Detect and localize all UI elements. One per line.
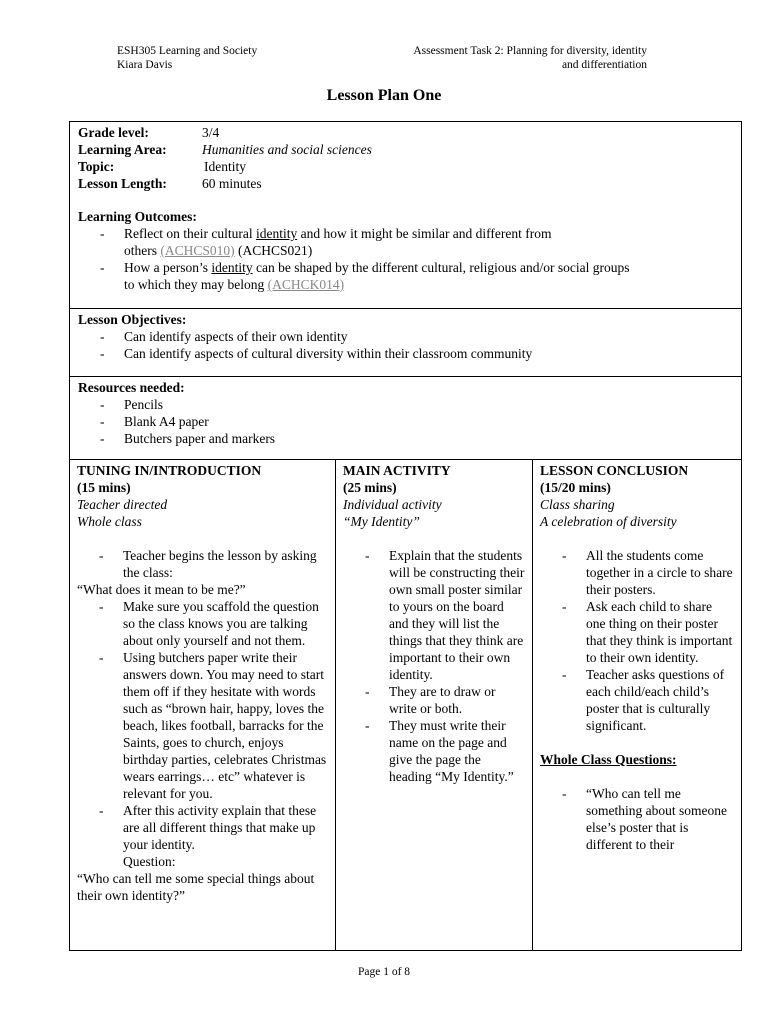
page-title: Lesson Plan One (326, 87, 442, 104)
lesson-details-box (69, 121, 742, 309)
conclusion-question: - “Who can tell me something about someone else’s poster that is different to their (540, 785, 734, 853)
main-step: - They are to draw or write or both. (343, 683, 525, 717)
conclusion-heading: LESSON CONCLUSION (540, 463, 689, 478)
whole-class-questions-heading: Whole Class Questions: (540, 752, 677, 767)
header-right (413, 44, 647, 72)
intro-step: - Make sure you scaffold the question so the class knows you are talking about only yourself and not them. (77, 598, 328, 649)
curriculum-link[interactable]: (ACHCS010) (160, 243, 235, 258)
lesson-sequence-table (69, 459, 742, 951)
author-name: Kiara Davis (117, 59, 173, 71)
conclusion-step: - Teacher asks questions of each child/each child’s poster that is culturally significant. (540, 666, 734, 734)
main-time: (25 mins) (343, 480, 397, 495)
intro-step: - Using butchers paper write their answers down. You may need to start them off if they hesitate with words such as “brown hair, happy, loves the beach, likes football, barracks for the Saints, goes to church, enjoys birthday parties, celebrates Christmas wears earrings… etc” whatever is relevant for you. (77, 649, 328, 802)
resource-item: - Pencils (78, 396, 733, 413)
task-line-1: Assessment Task 2: Planning for diversity, identity (413, 45, 647, 57)
length-value: 60 minutes (202, 176, 262, 191)
conclusion-step: - All the students come together in a circle to share their posters. (540, 547, 734, 598)
resource-item: - Butchers paper and markers (78, 430, 733, 447)
conclusion-time: (15/20 mins) (540, 480, 611, 495)
intro-step: - After this activity explain that these are all different things that make up your identity. (77, 802, 328, 853)
resource-item: - Blank A4 paper (78, 413, 733, 430)
outcome-item: - Reflect on their cultural identity and how it might be similar and different from others (ACHCS010) (ACHCS021) (78, 225, 733, 259)
length-row: Lesson Length: 60 minutes (78, 176, 262, 191)
topic-value: Identity (204, 159, 246, 174)
page-number: Page 1 of 8 (357, 966, 411, 978)
main-activity-column: MAIN ACTIVITY (25 mins) Individual activity “My Identity” - Explain that the students will be constructing their own small poster similar to yours on the board and they will list the things that they think are important to their own identity. - They are to draw or write or both. - They must write their name on the page and give the page the heading “My Identity.” (336, 460, 533, 950)
topic-row: Topic: Identity (78, 159, 246, 174)
resources-box (69, 376, 742, 460)
objectives-heading: Lesson Objectives: (78, 312, 187, 327)
conclusion-step: - Ask each child to share one thing on their poster that they think is important to their own identity. (540, 598, 734, 666)
conclusion-column: LESSON CONCLUSION (15/20 mins) Class sharing A celebration of diversity - All the students come together in a circle to share their posters. - Ask each child to share one thing on their poster that they think is important to their own identity. - Teacher asks questions of each child/each child’s poster that is culturally significant. Whole Class Questions: - “Who can tell me something about someone else’s poster that is different to their (533, 460, 741, 950)
intro-question: “Who can tell me some special things about their own identity?” (77, 871, 315, 903)
objective-item: - Can identify aspects of their own identity (78, 328, 733, 345)
main-heading: MAIN ACTIVITY (343, 463, 451, 478)
grade-value: 3/4 (202, 125, 220, 140)
main-step: - They must write their name on the page and give the page the heading “My Identity.” (343, 717, 525, 785)
objectives-box (69, 308, 742, 377)
grade-row: Grade level: 3/4 (78, 125, 220, 140)
resources-heading: Resources needed: (78, 380, 185, 395)
task-line-2: and differentiation (561, 59, 647, 71)
intro-question: “What does it mean to be me?” (77, 582, 246, 597)
objective-item: - Can identify aspects of cultural diversity within their classroom community (78, 345, 733, 362)
area-row: Learning Area: Humanities and social sciences (78, 142, 372, 157)
intro-time: (15 mins) (77, 480, 131, 495)
area-value: Humanities and social sciences (202, 142, 372, 157)
intro-column: TUNING IN/INTRODUCTION (15 mins) Teacher directed Whole class - Teacher begins the lesson by asking the class: “What does it mean to be me?” - Make sure you scaffold the question so the class knows you are talking about only yourself and not them. - Using butchers paper write their answers down. You may need to start them off if they hesitate with words such as “brown hair, happy, loves the beach, likes football, barracks for the Saints, goes to church, enjoys birthday parties, celebrates Christmas wears earrings… etc” whatever is relevant for you. - After this activity explain that these are all different things that make up your identity. Question: “Who can tell me some special things about their own identity?” (70, 460, 336, 950)
curriculum-link[interactable]: (ACHCK014) (267, 277, 345, 292)
main-step: - Explain that the students will be constructing their own small poster similar to yours on the board and they will list the things that they think are important to their own identity. (343, 547, 525, 683)
header-left (117, 44, 257, 72)
outcome-item: - How a person’s identity can be shaped by the different cultural, religious and/or social groups to which they may belong (ACHCK014) (78, 259, 733, 293)
intro-heading: TUNING IN/INTRODUCTION (77, 463, 262, 478)
course-name: ESH305 Learning and Society (117, 45, 258, 57)
intro-step: - Teacher begins the lesson by asking the class: (77, 547, 328, 581)
outcomes-heading: Learning Outcomes: (78, 209, 197, 224)
